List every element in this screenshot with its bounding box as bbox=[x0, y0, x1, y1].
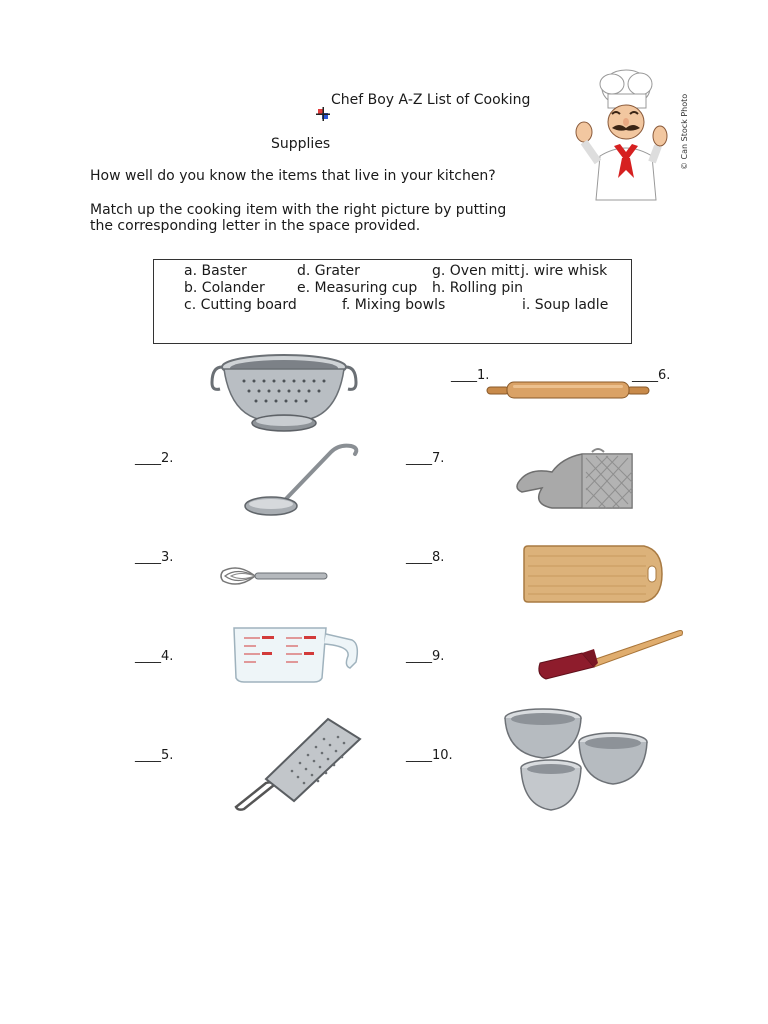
colander-icon bbox=[208, 353, 360, 437]
answer-blank-1[interactable]: ____1. bbox=[451, 368, 490, 383]
instructions-line-1: Match up the cooking item with the right picture by putting bbox=[90, 202, 507, 218]
option-b: b. Colander bbox=[184, 280, 265, 296]
baster-icon bbox=[536, 627, 684, 681]
rolling-pin-icon bbox=[487, 379, 649, 401]
answer-blank-10[interactable]: ____10. bbox=[406, 748, 453, 763]
option-e: e. Measuring cup bbox=[297, 280, 418, 296]
answer-blank-7[interactable]: ____7. bbox=[406, 451, 445, 466]
grater-icon bbox=[232, 715, 364, 811]
option-d: d. Grater bbox=[297, 263, 360, 279]
option-j: j. wire whisk bbox=[521, 263, 608, 279]
answer-blank-3[interactable]: ____3. bbox=[135, 550, 174, 565]
wire-whisk-icon bbox=[219, 565, 329, 587]
answer-blank-2[interactable]: ____2. bbox=[135, 451, 174, 466]
worksheet-title: Chef Boy A-Z List of Cooking bbox=[331, 92, 531, 108]
cutting-board-icon bbox=[522, 546, 662, 602]
chef-illustration bbox=[574, 66, 666, 200]
worksheet-subtitle: Supplies bbox=[271, 136, 331, 152]
oven-mitt-icon bbox=[512, 448, 636, 512]
instructions-line-2: the corresponding letter in the space provided. bbox=[90, 218, 421, 234]
answer-blank-4[interactable]: ____4. bbox=[135, 649, 174, 664]
soup-ladle-icon bbox=[243, 444, 363, 518]
option-g: g. Oven mitt bbox=[432, 263, 520, 279]
option-f: f. Mixing bowls bbox=[342, 297, 446, 313]
option-a: a. Baster bbox=[184, 263, 247, 279]
answer-blank-5[interactable]: ____5. bbox=[135, 748, 174, 763]
mixing-bowls-icon bbox=[503, 706, 649, 814]
text-cursor-icon bbox=[316, 107, 330, 121]
answer-blank-8[interactable]: ____8. bbox=[406, 550, 445, 565]
question-text: How well do you know the items that live in your kitchen? bbox=[90, 168, 496, 184]
option-h: h. Rolling pin bbox=[432, 280, 523, 296]
option-i: i. Soup ladle bbox=[522, 297, 609, 313]
answer-blank-6[interactable]: ____6. bbox=[632, 368, 671, 383]
answer-blank-9[interactable]: ____9. bbox=[406, 649, 445, 664]
image-credit: © Can Stock Photo bbox=[680, 93, 689, 170]
measuring-cup-icon bbox=[230, 626, 362, 682]
option-c: c. Cutting board bbox=[184, 297, 297, 313]
